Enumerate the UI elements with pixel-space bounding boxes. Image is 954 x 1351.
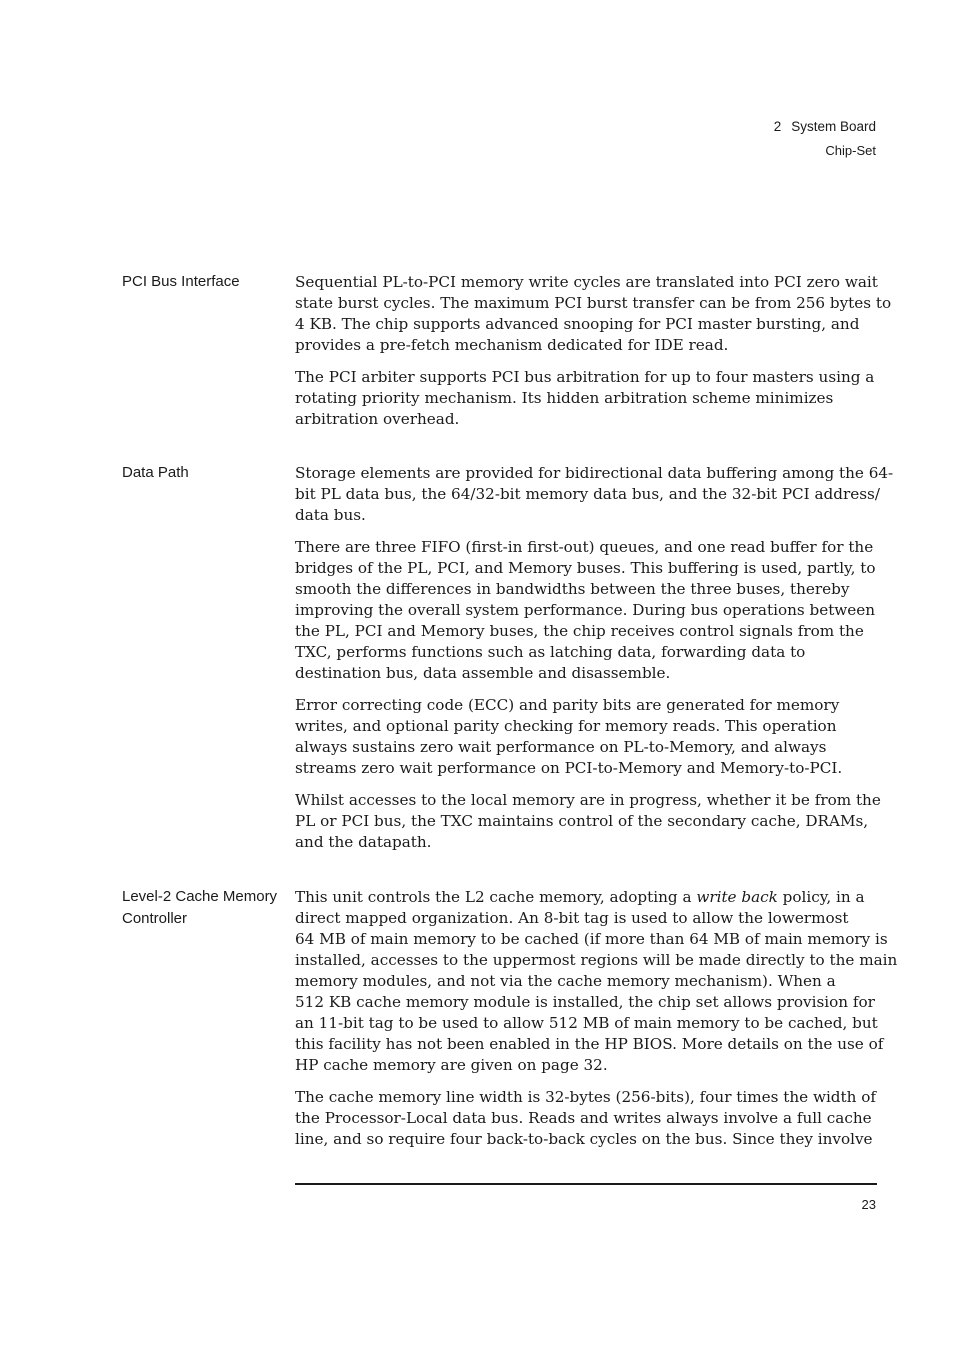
text-line: data bus. [295,506,366,524]
text-line: writes, and optional parity checking for memory reads. This operation [295,717,837,735]
chapter-title: System Board [791,119,876,134]
paragraph [295,1087,877,1150]
section-pci-bus-interface [295,272,892,441]
side-heading-pci-bus-interface: PCI Bus Interface [122,273,240,290]
text-line: 4 KB. The chip supports advanced snooping for PCI master bursting, and [295,315,860,333]
footer-rule [295,1183,877,1185]
heading-line: Controller [122,910,188,927]
paragraph [295,463,894,526]
text-line: 64 MB of main memory to be cached (if more than 64 MB of main memory is [295,930,888,948]
text-line: line, and so require four back-to-back cycles on the bus. Since they involve [295,1130,873,1148]
chapter-number: 2 [773,119,782,134]
section-data-path [295,463,894,864]
text-line: streams zero wait performance on PCI-to-Memory and Memory-to-PCI. [295,759,843,777]
text-line: state burst cycles. The maximum PCI burst transfer can be from 256 bytes to [295,294,892,312]
paragraph [295,695,877,779]
text-line: Whilst accesses to the local memory are in progress, whether it be from the [295,791,881,809]
heading-line: Level-2 Cache Memory [122,888,278,905]
paragraph [295,272,892,356]
text-line: TXC, performs functions such as latching data, forwarding data to [295,643,806,661]
side-heading-data-path: Data Path [122,464,189,481]
text-line: this facility has not been enabled in the HP BIOS. More details on the use of [295,1035,884,1053]
text-line: the PL, PCI and Memory buses, the chip receives control signals from the [295,622,864,640]
paragraph [295,367,877,430]
text-line: HP cache memory are given on page 32. [295,1056,608,1074]
text-line: an 11-bit tag to be used to allow 512 MB of main memory to be cached, but [295,1014,878,1032]
text-line: arbitration overhead. [295,410,460,428]
text-line: The PCI arbiter supports PCI bus arbitration for up to four masters using a [295,368,875,386]
text-line: rotating priority mechanism. Its hidden arbitration scheme minimizes [295,389,834,407]
paragraph [295,537,877,684]
running-header-section: Chip-Set [825,143,876,158]
running-header-chapter [774,119,876,134]
text-line: 512 KB cache memory module is installed, the chip set allows provision for [295,993,875,1011]
text-line: direct mapped organization. An 8-bit tag is used to allow the lowermost [295,909,849,927]
text-line: The cache memory line width is 32-bytes (256-bits), four times the width of [295,1088,877,1106]
text-line: bit PL data bus, the 64/32-bit memory data bus, and the 32-bit PCI address/ [295,485,880,503]
side-heading-level-2-cache-memory-controller [122,886,287,930]
text-line: Sequential PL-to-PCI memory write cycles are translated into PCI zero wait [295,273,878,291]
text-run: This unit controls the L2 cache memory, adopting a [295,888,697,906]
text-line: and the datapath. [295,833,432,851]
text-line: provides a pre-fetch mechanism dedicated for IDE read. [295,336,729,354]
text-line: bridges of the PL, PCI, and Memory buses. This buffering is used, partly, to [295,559,876,577]
text-line: Storage elements are provided for bidirectional data buffering among the 64- [295,464,894,482]
text-line: the Processor-Local data bus. Reads and writes always involve a full cache [295,1109,872,1127]
text-line: installed, accesses to the uppermost regions will be made directly to the main [295,951,898,969]
text-line: smooth the differences in bandwidths between the three buses, thereby [295,580,850,598]
text-line: always sustains zero wait performance on PL-to-Memory, and always [295,738,827,756]
text-line: improving the overall system performance. During bus operations between [295,601,876,619]
text-line: memory modules, and not via the cache memory mechanism). When a [295,972,836,990]
emphasis-write-back: write back [696,888,778,906]
section-level-2-cache-memory-controller [295,887,898,1161]
text-line: There are three FIFO (first-in first-out) queues, and one read buffer for the [295,538,874,556]
text-line [295,887,877,908]
text-run: policy, in a [777,888,865,906]
paragraph [295,887,898,1076]
text-line: PL or PCI bus, the TXC maintains control of the secondary cache, DRAMs, [295,812,869,830]
text-line: destination bus, data assemble and disassemble. [295,664,671,682]
paragraph [295,790,881,853]
page-number: 23 [861,1197,876,1212]
text-line: Error correcting code (ECC) and parity bits are generated for memory [295,696,840,714]
